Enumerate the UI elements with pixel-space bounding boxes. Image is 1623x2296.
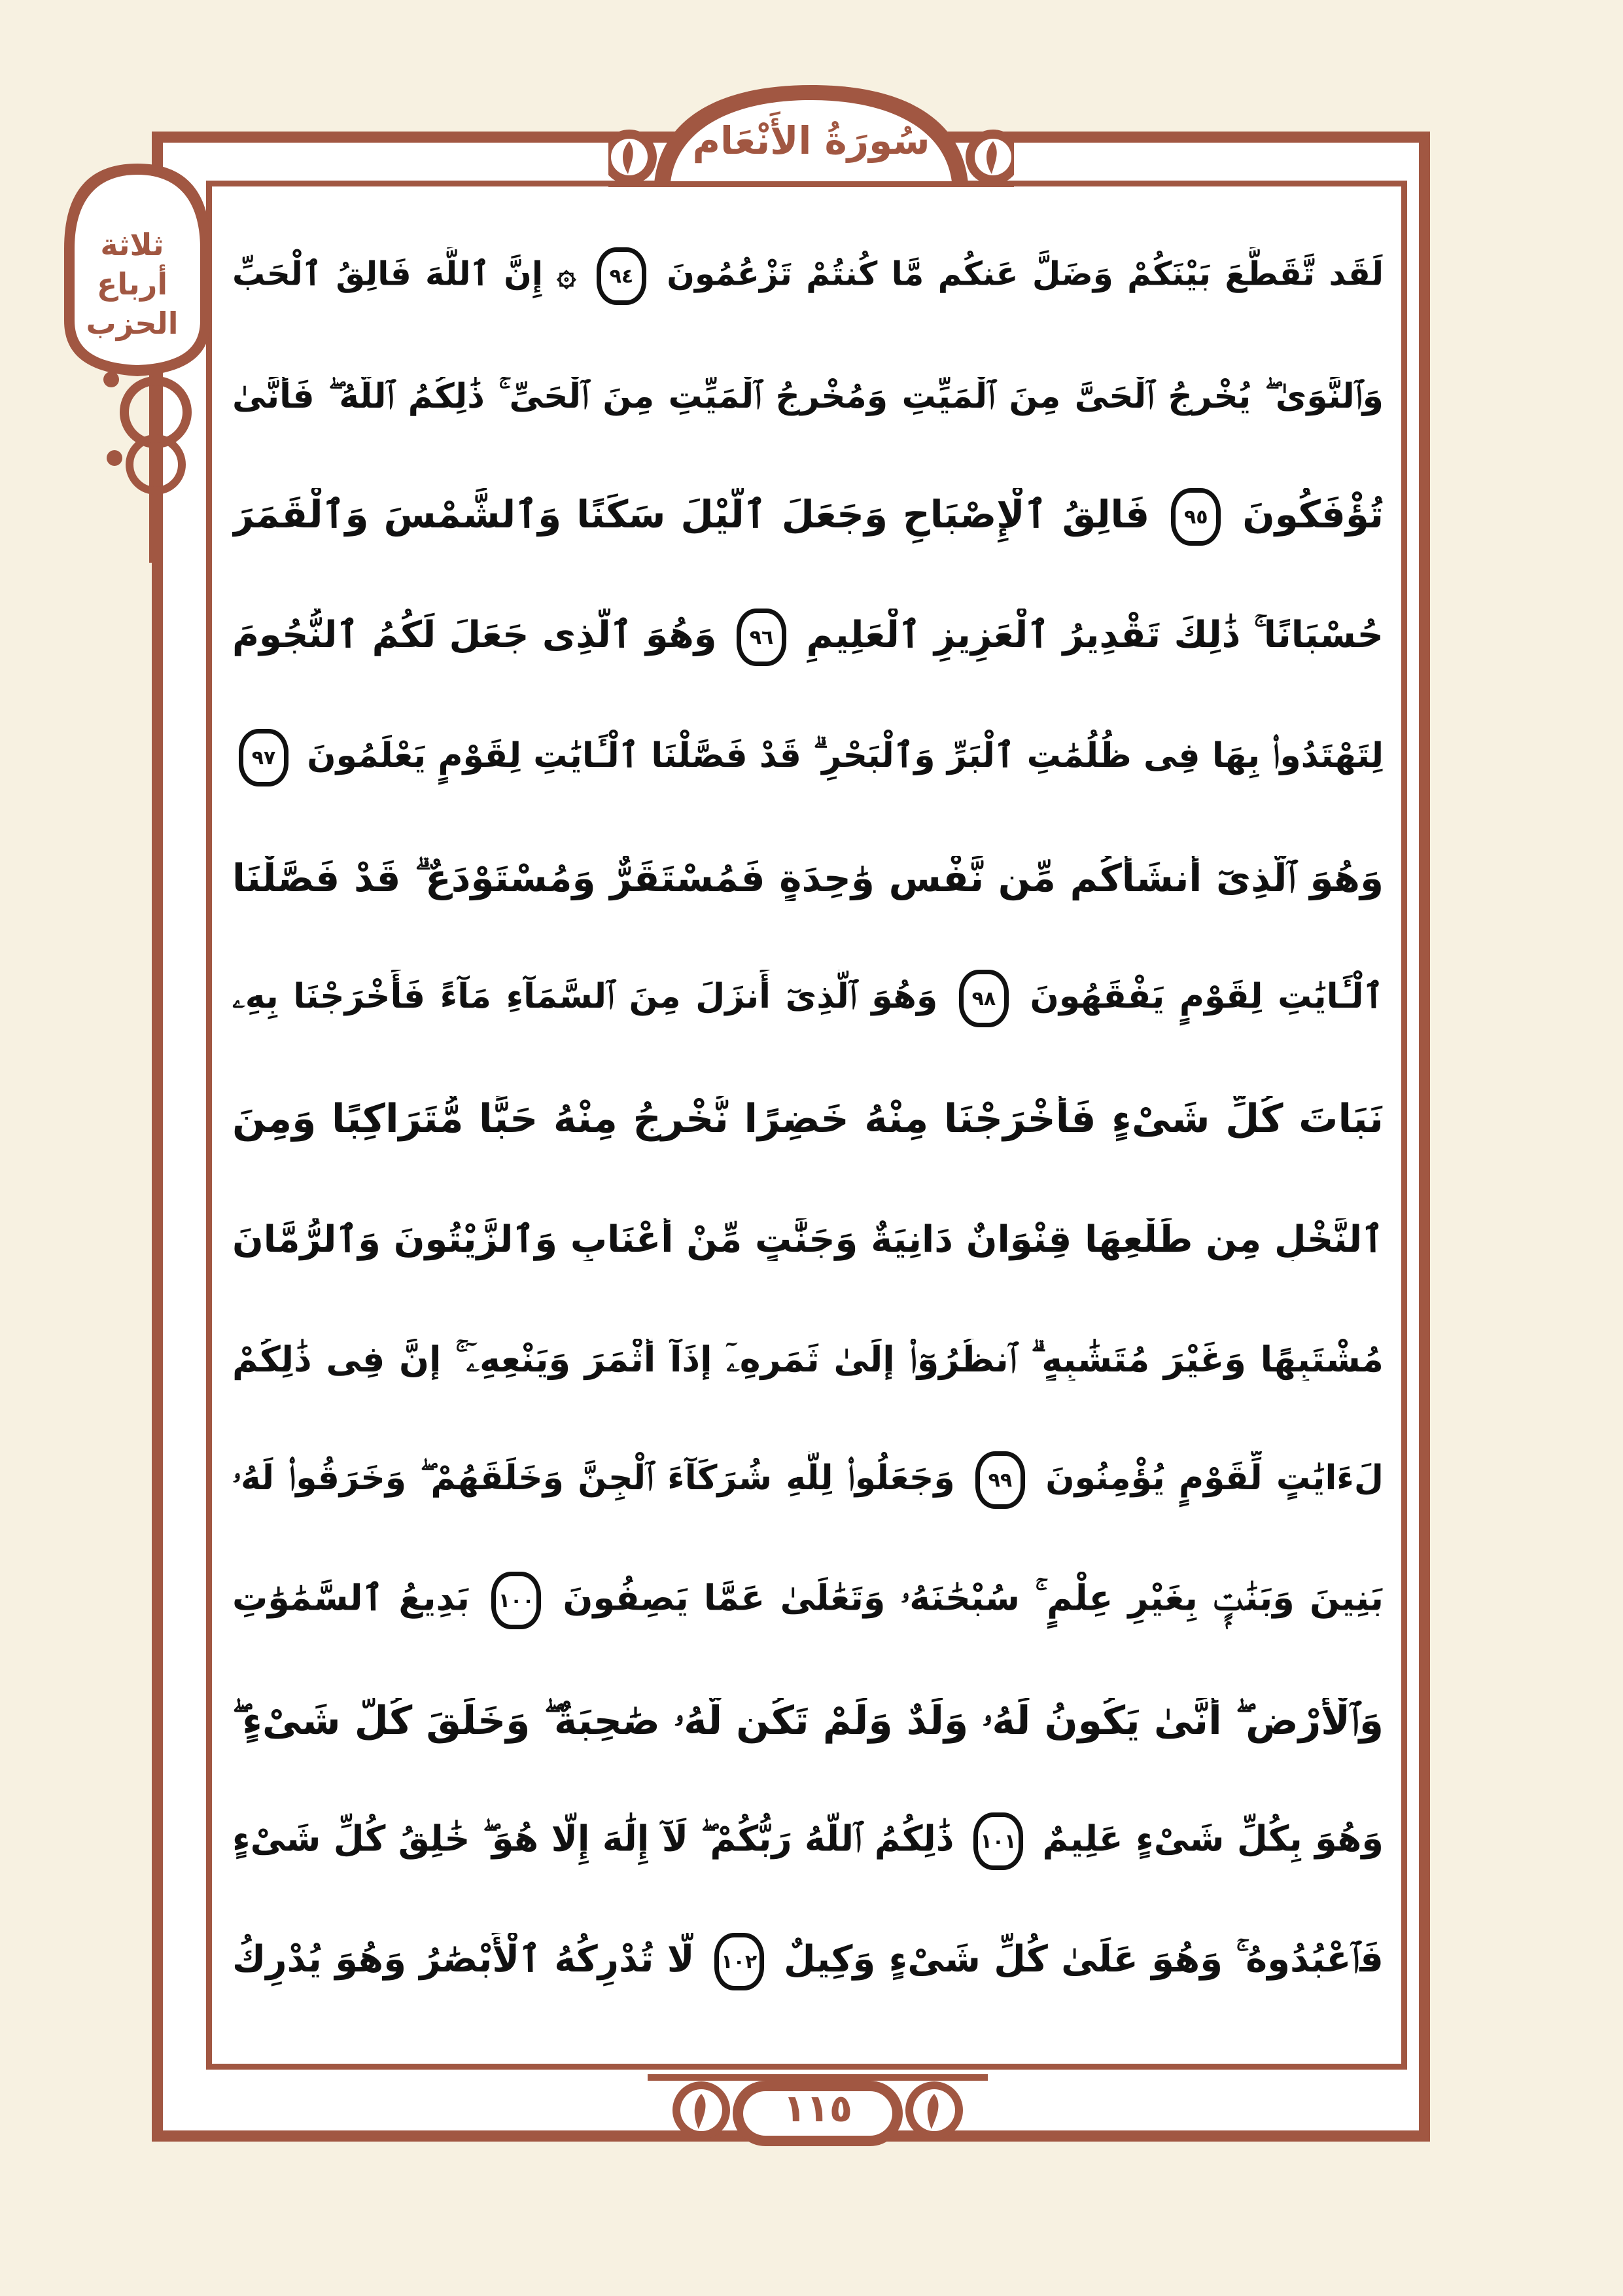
page-number: ١١٥: [782, 2086, 853, 2130]
verse-text: وَهُوَ بِكُلِّ شَىْءٍ عَلِيمٌ: [1042, 1818, 1384, 1860]
text-line: [232, 336, 1384, 457]
verse-text: لَقَد تَّقَطَّعَ بَيْنَكُمْ وَضَلَّ عَنكُم مَّا كُنتُمْ تَزْعُمُونَ: [667, 255, 1384, 293]
text-line: [232, 1299, 1384, 1420]
text-line-content: [232, 488, 1384, 546]
text-line-content: [232, 1572, 1384, 1629]
text-line: [232, 216, 1384, 336]
surah-title: سُورَةُ الأَنْعَام: [692, 118, 930, 163]
text-line-content: [232, 729, 1384, 786]
text-line-content: [232, 609, 1384, 666]
left-leaf-ornament: [608, 130, 657, 185]
text-line: [232, 1661, 1384, 1781]
hizb-label-line2: أرباع: [96, 266, 168, 302]
verse-text: لِتَهْتَدُوا۟ بِهَا فِى ظُلُمَٰتِ ٱلْبَرِّ وَٱلْبَحْرِ ۗ قَدْ فَصَّلْنَا ٱلْـَٔايَٰتِ لِقَوْمٍ يَعْلَمُونَ: [307, 736, 1384, 775]
text-line-content: [232, 970, 1384, 1027]
verse-text: مُشْتَبِهًا وَغَيْرَ مُتَشَٰبِهٍ ۗ ٱنظُرُوٓا۟ إِلَىٰ ثَمَرِهِۦٓ إِذَآ أَثْمَرَ وَيَنْعِهِۦٓ ۚ إِنَّ فِى ذَٰلِكُمْ: [232, 1339, 1384, 1380]
verse-text: حُسْبَانًا ۚ ذَٰلِكَ تَقْدِيرُ ٱلْعَزِيزِ ٱلْعَلِيمِ: [806, 614, 1384, 657]
verse-text: بَدِيعُ ٱلسَّمَٰوَٰتِ: [232, 1577, 470, 1619]
hizb-label-line3: الحزب: [86, 305, 179, 341]
verse-text: وَهُوَ ٱلَّذِى جَعَلَ لَكُمُ ٱلنُّجُومَ: [232, 614, 717, 657]
verse-text: وَهُوَ ٱلَّذِىٓ أَنزَلَ مِنَ ٱلسَّمَآءِ مَآءً فَأَخْرَجْنَا بِهِۦ: [232, 977, 938, 1016]
verse-text: لَءَايَٰتٍ لِّقَوْمٍ يُؤْمِنُونَ: [1045, 1458, 1384, 1498]
left-leaf-ornament: [672, 2081, 730, 2139]
verse-text: ٱلْـَٔايَٰتِ لِقَوْمٍ يَفْقَهُونَ: [1030, 977, 1384, 1016]
verse-text: فَٱعْبُدُوهُ ۚ وَهُوَ عَلَىٰ كُلِّ شَىْءٍ وَكِيلٌ: [784, 1938, 1384, 1981]
ayah-number-marker: ١٠٢: [714, 1933, 764, 1990]
verse-text: فَالِقُ ٱلْإِصْبَاحِ وَجَعَلَ ٱلَّيْلَ سَكَنًا وَٱلشَّمْسَ وَٱلْقَمَرَ: [232, 492, 1150, 537]
verse-text: ٱلنَّخْلِ مِن طَلْعِهَا قِنْوَانٌ دَانِيَةٌ وَجَنَّٰتٍ مِّنْ أَعْنَابٍ وَٱلزَّيْتُونَ وَٱلرُّمَّانَ: [232, 1218, 1384, 1261]
ayah-number-marker: ٩٧: [239, 729, 288, 786]
ayah-number-marker: ١٠١: [973, 1812, 1023, 1870]
ayah-number-marker: ٩٦: [737, 609, 786, 666]
hizb-label-line1: ثلاثة: [100, 227, 164, 263]
text-line: [232, 1901, 1384, 2022]
right-leaf-ornament: [905, 2081, 963, 2139]
text-line: [232, 1781, 1384, 1901]
text-line: [232, 457, 1384, 577]
text-line-content: [232, 377, 1384, 417]
ayah-number-marker: ١٠٠: [491, 1572, 541, 1629]
ayah-number-marker: ٩٥: [1171, 488, 1221, 546]
text-line-content: [232, 856, 1384, 901]
hizb-label: [73, 196, 191, 373]
text-line-content: [232, 1218, 1384, 1261]
text-line: [232, 1420, 1384, 1540]
text-line: [232, 698, 1384, 818]
text-line: [232, 1059, 1384, 1179]
text-line-content: [232, 1812, 1384, 1870]
ayah-number-marker: ٩٨: [959, 970, 1009, 1027]
text-line: [232, 1179, 1384, 1299]
text-line: [232, 1540, 1384, 1661]
text-line: [232, 818, 1384, 938]
verse-text: وَٱلنَّوَىٰ ۖ يُخْرِجُ ٱلْحَىَّ مِنَ ٱلْمَيِّتِ وَمُخْرِجُ ٱلْمَيِّتِ مِنَ ٱلْحَىِّ ۚ ذَٰلِكُمُ ٱللَّهُ ۖ فَأَنَّىٰ: [232, 376, 1384, 416]
quran-text-block: [232, 216, 1384, 2022]
verse-text: بَنِينَ وَبَنَٰتٍۭ بِغَيْرِ عِلْمٍ ۚ سُبْحَٰنَهُۥ وَتَعَٰلَىٰ عَمَّا يَصِفُونَ: [563, 1577, 1384, 1619]
verse-text: نَبَاتَ كُلِّ شَىْءٍ فَأَخْرَجْنَا مِنْهُ خَضِرًا نُّخْرِجُ مِنْهُ حَبًّا مُّتَرَاكِبًا وَمِنَ: [232, 1096, 1384, 1142]
text-line-content: [232, 1339, 1384, 1381]
verse-text: وَجَعَلُوا۟ لِلَّهِ شُرَكَآءَ ٱلْجِنَّ وَخَلَقَهُمْ ۖ وَخَرَقُوا۟ لَهُۥ: [232, 1458, 955, 1498]
verse-text: ذَٰلِكُمُ ٱللَّهُ رَبُّكُمْ ۖ لَآ إِلَٰهَ إِلَّا هُوَ ۖ خَٰلِقُ كُلِّ شَىْءٍ: [232, 1818, 954, 1860]
medallion-tail-ornament: [103, 372, 187, 563]
verse-text: وَٱلْأَرْضِ ۖ أَنَّىٰ يَكُونُ لَهُۥ وَلَدٌ وَلَمْ تَكُن لَّهُۥ صَٰحِبَةٌ ۖ وَخَلَقَ كُلَّ شَىْءٍ ۖ: [232, 1698, 1384, 1744]
text-line-content: [232, 1451, 1384, 1509]
verse-text: وَهُوَ ٱلَّذِىٓ أَنشَأَكُم مِّن نَّفْسٍ وَٰحِدَةٍ فَمُسْتَقَرٌّ وَمُسْتَوْدَعٌ ۗ قَدْ فَصَّلْنَا: [232, 855, 1384, 900]
text-line-content: [232, 1096, 1384, 1142]
text-line: [232, 577, 1384, 698]
text-line-content: [232, 1698, 1384, 1744]
text-line: [232, 938, 1384, 1059]
verse-text: لَّا تُدْرِكُهُ ٱلْأَبْصَٰرُ وَهُوَ يُدْرِكُ: [232, 1938, 695, 1981]
right-leaf-ornament: [966, 130, 1014, 185]
ayah-number-marker: ٩٤: [597, 247, 646, 305]
verse-text: تُؤْفَكُونَ: [1242, 492, 1384, 537]
ayah-number-marker: ٩٩: [975, 1451, 1025, 1509]
verse-text: ۞ إِنَّ ٱللَّهَ فَالِقُ ٱلْحَبِّ: [232, 255, 576, 293]
text-line-content: [232, 247, 1384, 305]
text-line-content: [232, 1933, 1384, 1990]
